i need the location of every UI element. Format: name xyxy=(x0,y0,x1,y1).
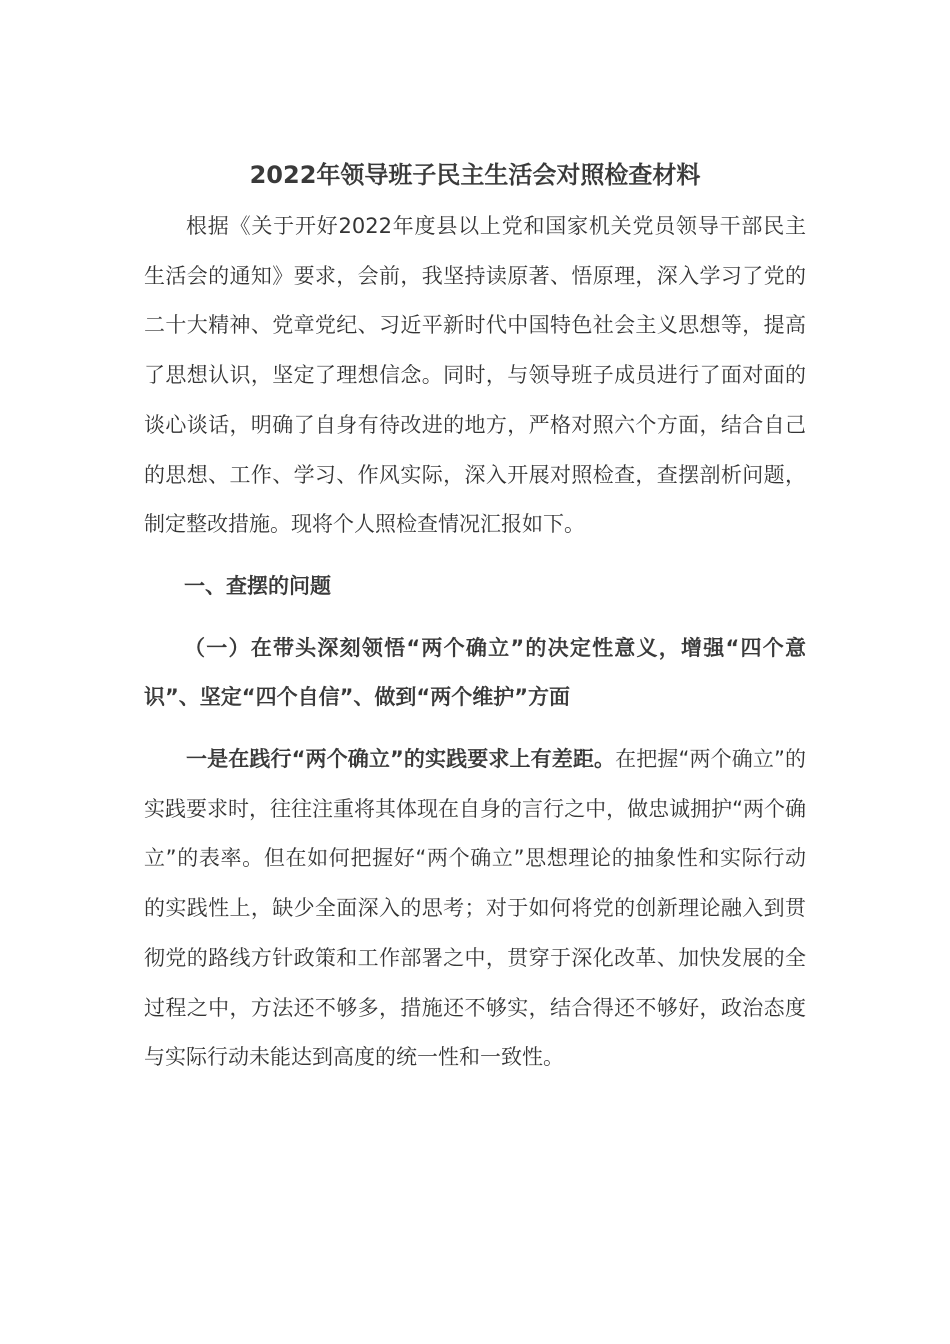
document-body xyxy=(144,152,806,1083)
point-1-lead: 一是在践行“两个确立”的实践要求上有差距。 xyxy=(186,747,616,772)
section-heading-problems: 一、查摆的问题 xyxy=(184,573,331,598)
document-title: 2022年领导班子民主生活会对照检查材料 xyxy=(249,161,701,189)
point-1-body: 在把握“两个确立”的实践要求时，往往注重将其体现在自身的言行之中，做忠诚拥护“两个确立”的表率。但在如何把握好“两个确立”思想理论的抽象性和实际行动的实践性上，缺少全面深入的思考；对于如何将党的创新理论融入到贯彻党的路线方针政策和工作部署之中，贯穿于深化改革、加快发展的全过程之中，方法还不够多，措施还不够实，结合得还不够好，政治态度与实际行动未能达到高度的统一性和一致性。 xyxy=(144,747,806,1070)
point-1-paragraph xyxy=(144,735,806,1083)
subsection-heading-1: （一）在带头深刻领悟“两个确立”的决定性意义，增强“四个意识”、坚定“四个自信”、做到“两个维护”方面 xyxy=(144,635,806,710)
intro-paragraph: 根据《关于开好2022年度县以上党和国家机关党员领导干部民主生活会的通知》要求，会前，我坚持读原著、悟原理，深入学习了党的二十大精神、党章党纪、习近平新时代中国特色社会主义思想等，提高了思想认识，坚定了理想信念。同时，与领导班子成员进行了面对面的谈心谈话，明确了自身有待改进的地方，严格对照六个方面，结合自己的思想、工作、学习、作风实际，深入开展对照检查，查摆剖析问题，制定整改措施。现将个人照检查情况汇报如下。 xyxy=(144,214,806,537)
